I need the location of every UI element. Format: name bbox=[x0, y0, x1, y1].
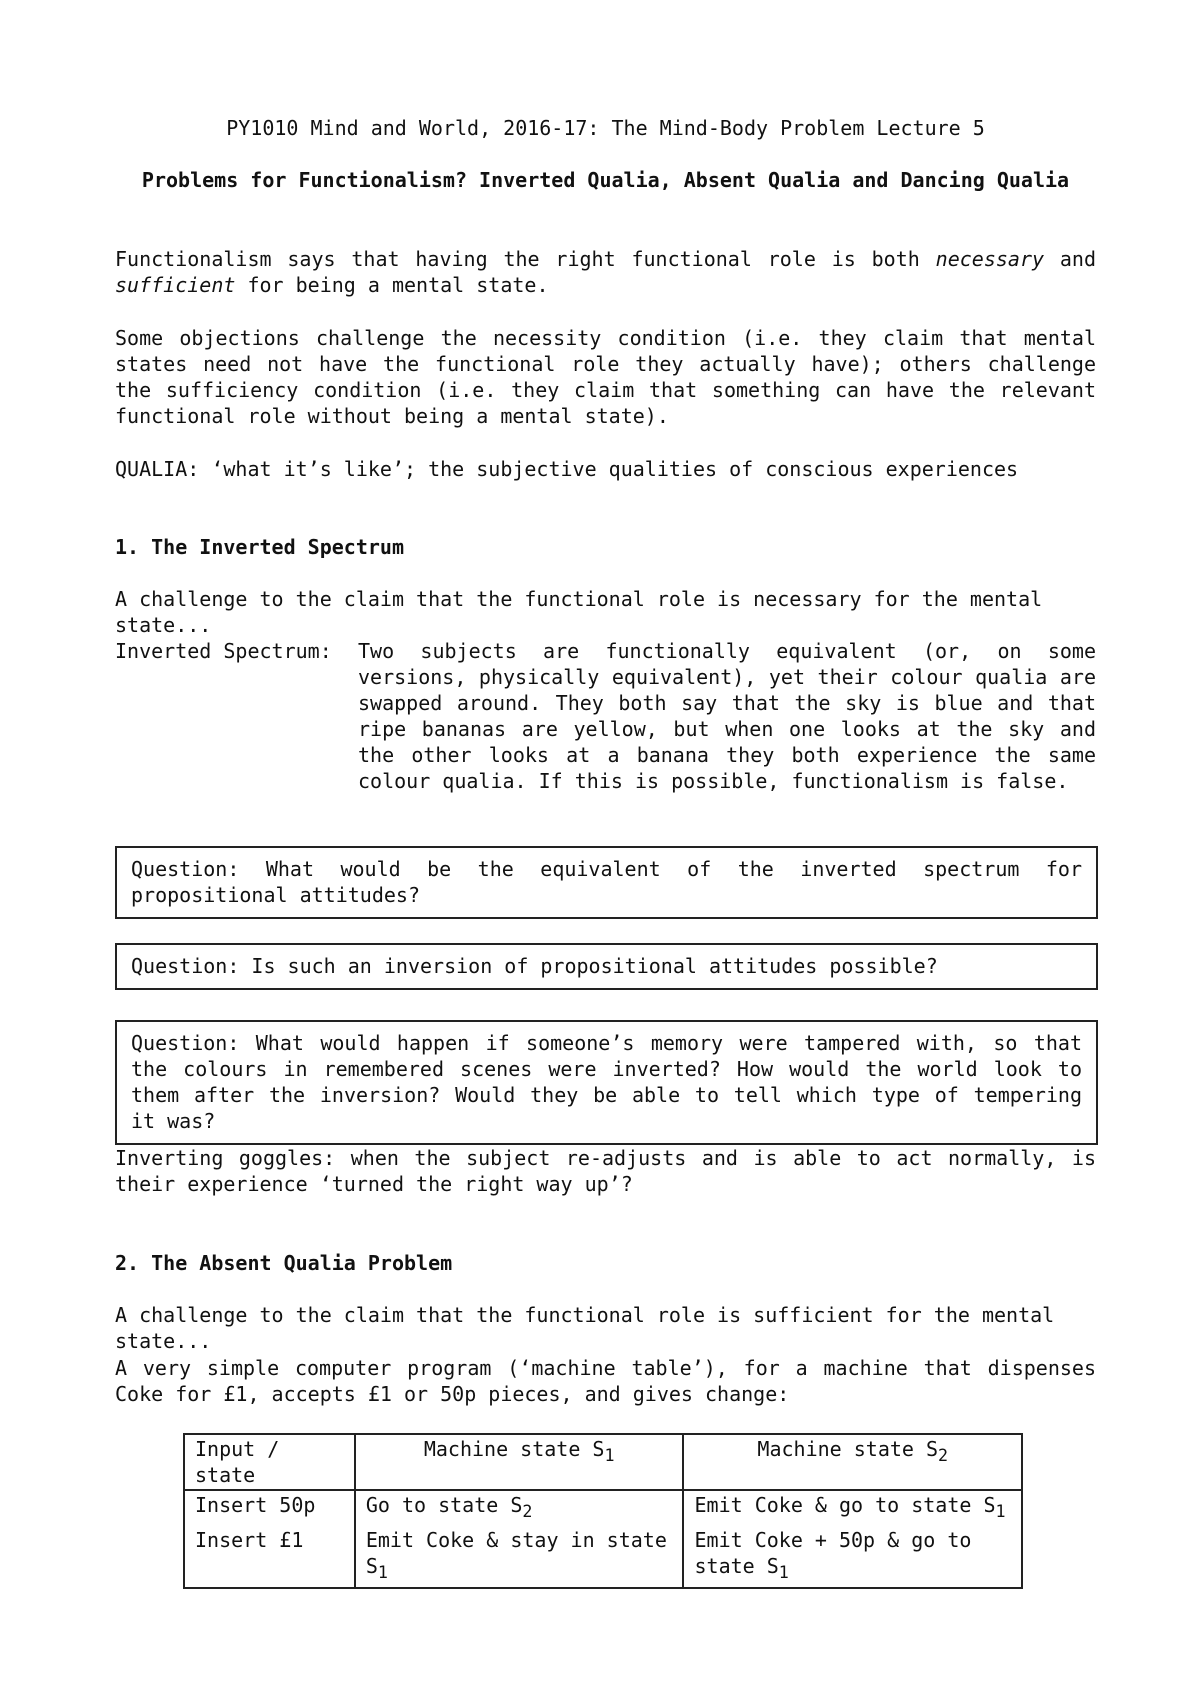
table-cell-s1: Emit Coke & stay in state $S_1$ bbox=[355, 1526, 684, 1588]
table-cell-input: Insert £1 bbox=[184, 1526, 355, 1588]
definition-and: and bbox=[1044, 247, 1096, 271]
definition-text-b: for being a mental state. bbox=[235, 273, 549, 297]
table-cell-s2: Emit Coke + 50p & go to state $S_1$ bbox=[683, 1526, 1022, 1588]
inverted-spectrum-label: Inverted Spectrum: bbox=[115, 639, 332, 663]
objections-paragraph: Some objections challenge the necessity condition (i.e. they claim that mental states need not have the functional role they actually have); others challenge the sufficiency condition (i.e. they claim that something can have the relevant functional role without being a mental state). bbox=[115, 326, 1096, 428]
section1-lead: A challenge to the claim that the functional role is necessary for the mental state... bbox=[115, 587, 1043, 637]
table-header-row bbox=[184, 1434, 1022, 1490]
page-title: Problems for Functionalism? Inverted Qualia, Absent Qualia and Dancing Qualia bbox=[141, 168, 1070, 192]
question-box: Question: What would happen if someone’s memory were tampered with, so that the colours in remembered scenes were inverted? How would the world look to them after the inversion? Would they be able to tell which type of tempering it was? bbox=[115, 1020, 1098, 1145]
table-row bbox=[184, 1490, 1022, 1526]
sufficient-emphasis: sufficient bbox=[115, 273, 236, 297]
inverted-spectrum-text: Two subjects are functionally equivalent (or, on some versions, physically equivalent), yet their colour qualia are swapped around. They both say that the sky is blue and that ripe bananas are yellow, but when one looks at the sky and the other looks at a banana they both experience the same colour qualia. If this is possible, functionalism is false. bbox=[358, 639, 1096, 793]
section-heading-absent-qualia: 2. The Absent Qualia Problem bbox=[115, 1251, 453, 1275]
section-heading-inverted-spectrum: 1. The Inverted Spectrum bbox=[115, 535, 404, 559]
functionalism-definition bbox=[115, 246, 1096, 298]
machine-table-intro: A very simple computer program (‘machine table’), for a machine that dispenses Coke for £1, accepts £1 or 50p pieces, and gives change: bbox=[115, 1356, 1096, 1406]
header-machine-state-s2: Machine state $S_2$ bbox=[683, 1434, 1022, 1490]
table-cell-s1: Go to state $S_2$ bbox=[355, 1490, 684, 1526]
header-input-state: Input / state bbox=[184, 1434, 355, 1490]
table-cell-s2: Emit Coke & go to state $S_1$ bbox=[683, 1490, 1022, 1526]
definition-text-a: Functionalism says that having the right functional role is both bbox=[115, 247, 936, 271]
table-cell-input: Insert 50p bbox=[184, 1490, 355, 1526]
header-machine-state-s1: Machine state $S_1$ bbox=[355, 1434, 684, 1490]
lecture-header: PY1010 Mind and World, 2016-17: The Mind-Body Problem Lecture 5 bbox=[226, 116, 985, 140]
necessary-emphasis: necessary bbox=[935, 247, 1045, 271]
table-row bbox=[184, 1526, 1022, 1588]
inverting-goggles-paragraph: Inverting goggles: when the subject re-adjusts and is able to act normally, is their experience ‘turned the right way up’? bbox=[115, 1146, 1096, 1196]
question-box: Question: Is such an inversion of propositional attitudes possible? bbox=[115, 943, 1098, 990]
machine-table bbox=[183, 1433, 1023, 1589]
qualia-definition: QUALIA: ‘what it’s like’; the subjective qualities of conscious experiences bbox=[115, 457, 1019, 481]
section2-lead: A challenge to the claim that the functional role is sufficient for the mental state... bbox=[115, 1303, 1055, 1353]
question-box: Question: What would be the equivalent of the inverted spectrum for propositional attitudes? bbox=[115, 846, 1098, 919]
